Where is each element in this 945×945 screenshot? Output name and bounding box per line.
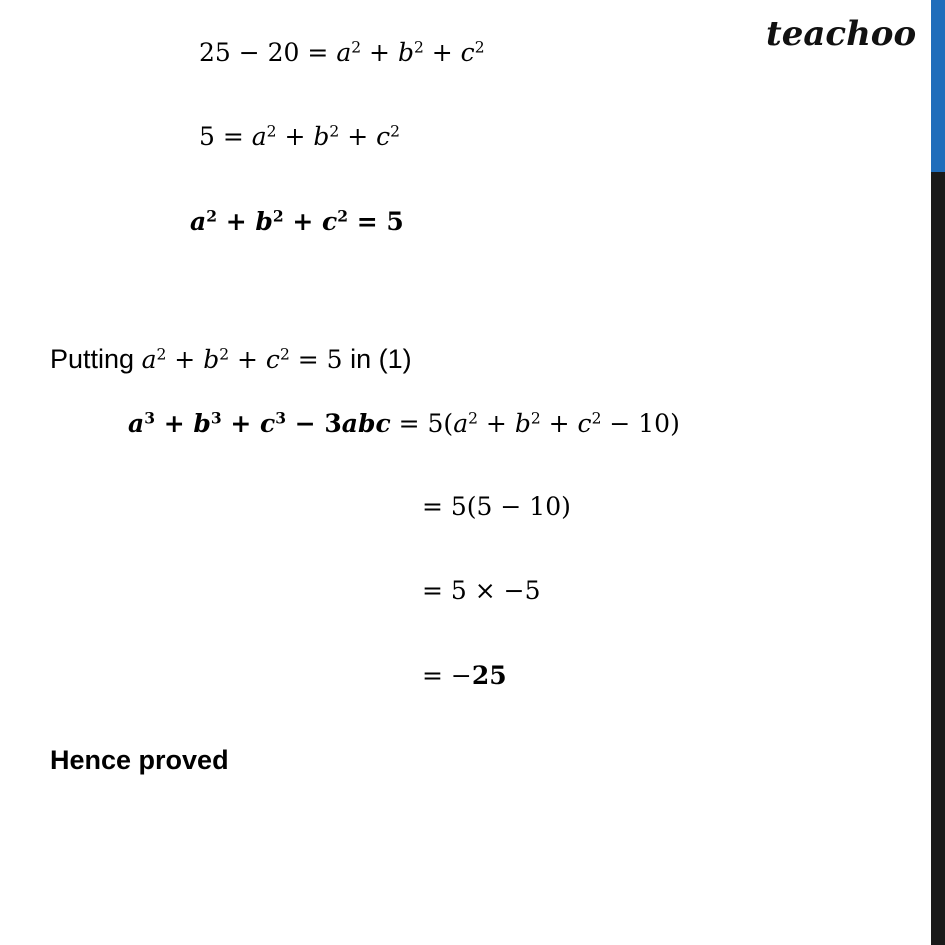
conclusion: Hence proved xyxy=(50,745,229,775)
step-1: $25 - 20 = a^2 + b^2 + c^2$ xyxy=(199,38,485,67)
step-2: $5 = a^2 + b^2 + c^2$ xyxy=(199,122,400,151)
step-3-result: $a^2 + b^2 + c^2 = 5$ xyxy=(190,206,404,236)
result-final: = −25 xyxy=(422,661,507,690)
identity-line: $a^3 + b^3 + c^3 - 3abc = 5(a^2 + b^2 + c^2 - 10)$ xyxy=(128,408,680,438)
sidebar-accent xyxy=(931,0,945,172)
result-step-2: = 5 × −5 xyxy=(422,576,541,605)
result-step-1: = 5(5 − 10) xyxy=(422,492,571,521)
logo: teachoo xyxy=(766,14,917,54)
putting-line: Putting $a^2 + b^2 + c^2 = 5$ in (1) xyxy=(50,344,412,374)
